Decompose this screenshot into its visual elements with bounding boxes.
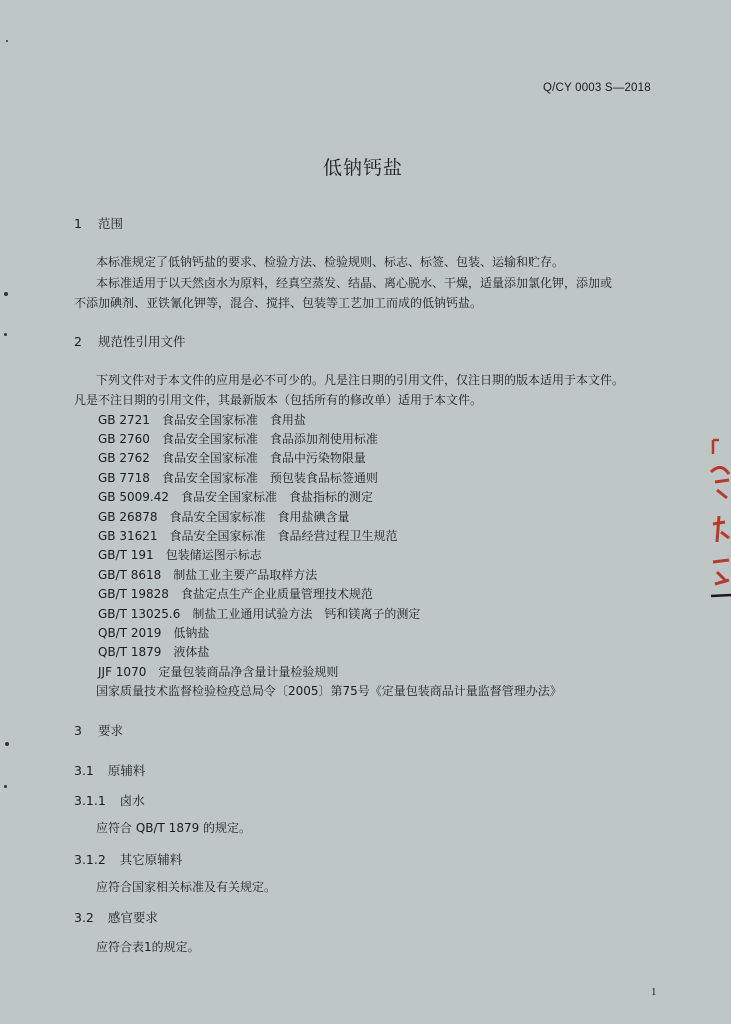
reference-item: GB 26878 食品安全国家标准 食用盐碘含量	[98, 510, 350, 524]
paragraph: 应符合国家相关标准及有关规定。	[96, 880, 277, 894]
seal-stamp	[703, 432, 731, 602]
section-title: 规范性引用文件	[97, 334, 186, 349]
page-number: 1	[651, 986, 657, 998]
scan-mark	[4, 292, 8, 296]
reference-item: 国家质量技术监督检验检疫总局令〔2005〕第75号《定量包装商品计量监督管理办法》	[96, 684, 562, 698]
reference-item: GB 2721 食品安全国家标准 食用盐	[98, 413, 306, 427]
reference-item: GB/T 13025.6 制盐工业通用试验方法 钙和镁离子的测定	[98, 607, 421, 621]
section-title: 要求	[97, 723, 123, 738]
section-title: 其它原辅料	[119, 852, 183, 867]
section-3-1-2-heading	[74, 850, 182, 868]
paragraph: 应符合表1的规定。	[96, 940, 200, 954]
reference-item: JJF 1070 定量包装商品净含量计量检验规则	[98, 665, 339, 679]
section-title: 卤水	[119, 793, 145, 808]
section-number: 3	[74, 723, 82, 738]
reference-item: QB/T 1879 液体盐	[98, 645, 210, 659]
section-3-2-heading	[74, 908, 158, 926]
section-title: 感官要求	[107, 910, 158, 925]
reference-item: QB/T 2019 低钠盐	[98, 626, 210, 640]
section-number: 2	[74, 334, 82, 349]
scan-mark	[4, 785, 7, 788]
paragraph: 本标准适用于以天然卤水为原料，经真空蒸发、结晶、离心脱水、干燥，适量添加氯化钾，添加或	[96, 276, 613, 290]
document-title: 低钠钙盐	[323, 157, 404, 179]
paragraph: 凡是不注日期的引用文件，其最新版本（包括所有的修改单）适用于本文件。	[74, 393, 483, 407]
reference-item: GB/T 191 包装储运图示标志	[98, 548, 262, 562]
section-number: 3.1	[74, 763, 94, 778]
section-3-1-1-heading	[74, 791, 145, 809]
section-title: 范围	[97, 216, 123, 231]
scan-mark	[4, 333, 7, 336]
section-2-heading	[74, 332, 185, 350]
paragraph: 下列文件对于本文件的应用是必不可少的。凡是注日期的引用文件，仅注日期的版本适用于本文件。	[96, 373, 625, 387]
section-title: 原辅料	[107, 763, 146, 778]
section-3-heading	[74, 721, 123, 739]
scan-mark	[6, 40, 8, 42]
section-number: 1	[74, 216, 82, 231]
section-number: 3.1.1	[74, 793, 106, 808]
section-number: 3.1.2	[74, 852, 106, 867]
reference-item: GB/T 8618 制盐工业主要产品取样方法	[98, 568, 318, 582]
standard-code: Q/CY 0003 S—2018	[543, 82, 651, 94]
reference-item: GB 2762 食品安全国家标准 食品中污染物限量	[98, 451, 366, 465]
paragraph: 不添加碘剂、亚铁氰化钾等，混合、搅拌、包装等工艺加工而成的低钠钙盐。	[74, 296, 483, 310]
reference-item: GB/T 19828 食盐定点生产企业质量管理技术规范	[98, 587, 373, 601]
reference-item: GB 2760 食品安全国家标准 食品添加剂使用标准	[98, 432, 378, 446]
section-number: 3.2	[74, 910, 94, 925]
scan-mark	[5, 742, 9, 746]
paragraph: 应符合 QB/T 1879 的规定。	[96, 821, 252, 835]
reference-item: GB 31621 食品安全国家标准 食品经营过程卫生规范	[98, 529, 398, 543]
reference-item: GB 7718 食品安全国家标准 预包装食品标签通则	[98, 471, 378, 485]
section-1-heading	[74, 214, 123, 232]
section-3-1-heading	[74, 761, 145, 779]
reference-item: GB 5009.42 食品安全国家标准 食盐指标的测定	[98, 490, 373, 504]
paragraph: 本标准规定了低钠钙盐的要求、检验方法、检验规则、标志、标签、包装、运输和贮存。	[96, 255, 565, 269]
